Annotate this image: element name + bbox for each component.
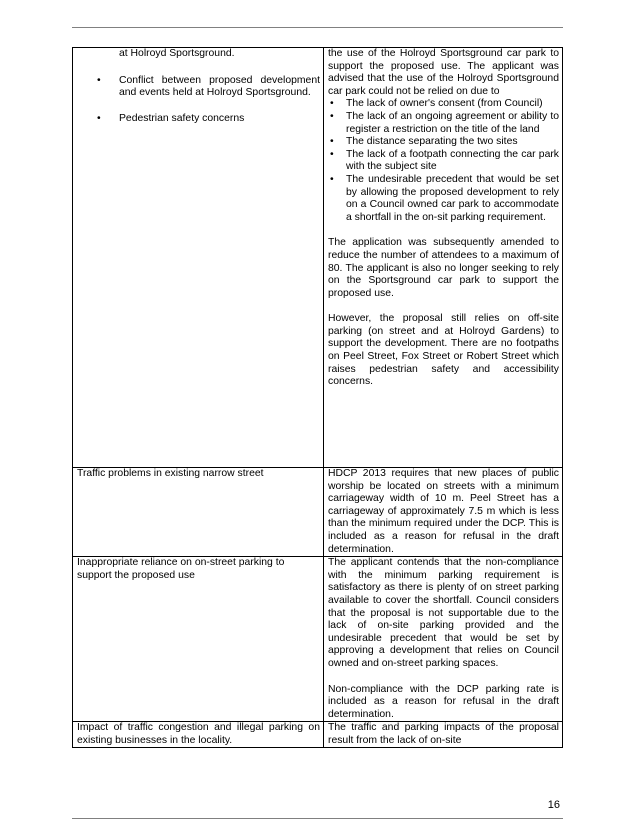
response-cell — [324, 722, 563, 748]
response-bullet: • The undesirable precedent that would be set by allowing the proposed development to rely on a Council owned car park to accommodate a shortfall in the on-sit parking requirement. — [328, 174, 559, 224]
footer-rule — [72, 818, 563, 819]
response-paragraph: Non-compliance with the DCP parking rate is included as a reason for refusal in the draft determination. — [328, 683, 559, 720]
response-cell — [324, 557, 563, 722]
page-number: 16 — [547, 799, 560, 811]
issue-cell — [73, 48, 324, 468]
issues-table — [72, 47, 563, 748]
issue-text: Impact of traffic congestion and illegal parking on existing businesses in the locality. — [77, 722, 320, 746]
response-paragraph: The applicant contends that the non-compliance with the minimum parking requirement is satisfactory as there is plenty of on street parking available to cover the shortfall. Council considers that the proposal is not supportable due to the lack of on-site parking provided and the undesirable precedent that would be set by approving a development that relies on Council owned and on-street parking spaces. — [328, 557, 559, 669]
response-bullet: • The lack of an ongoing agreement or ability to register a restriction on the title of the land — [328, 111, 559, 136]
table-row — [73, 468, 563, 557]
issue-cell — [73, 557, 324, 722]
issue-bullet: • Pedestrian safety concerns — [77, 113, 320, 126]
response-paragraph: HDCP 2013 requires that new places of public worship be located on streets with a minimum carriageway width of 10 m. Peel Street has a carriageway of approximately 7.5 m which is less than the minimum required under the DCP. This is included as a reason for refusal in the draft determination. — [328, 468, 559, 555]
table-row — [73, 48, 563, 468]
response-paragraph: the use of the Holroyd Sportsground car park to support the proposed use. The applicant was advised that the use of the Holroyd Sportsground car park could not be relied on due to — [328, 48, 559, 97]
issue-text: Inappropriate reliance on on-street parking to support the proposed use — [77, 557, 285, 581]
table-row — [73, 722, 563, 748]
response-cell — [324, 48, 563, 468]
response-bullet: • The distance separating the two sites — [328, 136, 559, 149]
response-bullet: • The lack of a footpath connecting the car park with the subject site — [328, 149, 559, 174]
table-row — [73, 557, 563, 722]
response-bullet-list — [328, 98, 559, 224]
issue-cell — [73, 468, 324, 557]
issue-cell — [73, 722, 324, 748]
response-bullet: • The lack of owner's consent (from Council) — [328, 98, 559, 111]
response-paragraph: However, the proposal still relies on off-site parking (on street and at Holroyd Gardens) to support the development. There are no footpaths on Peel Street, Fox Street or Robert Street which raises pedestrian safety and accessibility concerns. — [328, 313, 559, 388]
issue-bullet-list — [77, 75, 320, 126]
issue-text: at Holroyd Sportsground. — [119, 48, 235, 59]
issue-text: Traffic problems in existing narrow street — [77, 468, 264, 479]
header-rule — [72, 27, 563, 28]
response-cell — [324, 468, 563, 557]
response-paragraph: The application was subsequently amended to reduce the number of attendees to a maximum of 80. The applicant is also no longer seeking to rely on the Sportsground car park to support the proposed use. — [328, 237, 559, 299]
issue-bullet: • Conflict between proposed development and events held at Holroyd Sportsground. — [77, 75, 320, 100]
response-paragraph: The traffic and parking impacts of the proposal result from the lack of on-site — [328, 722, 559, 746]
